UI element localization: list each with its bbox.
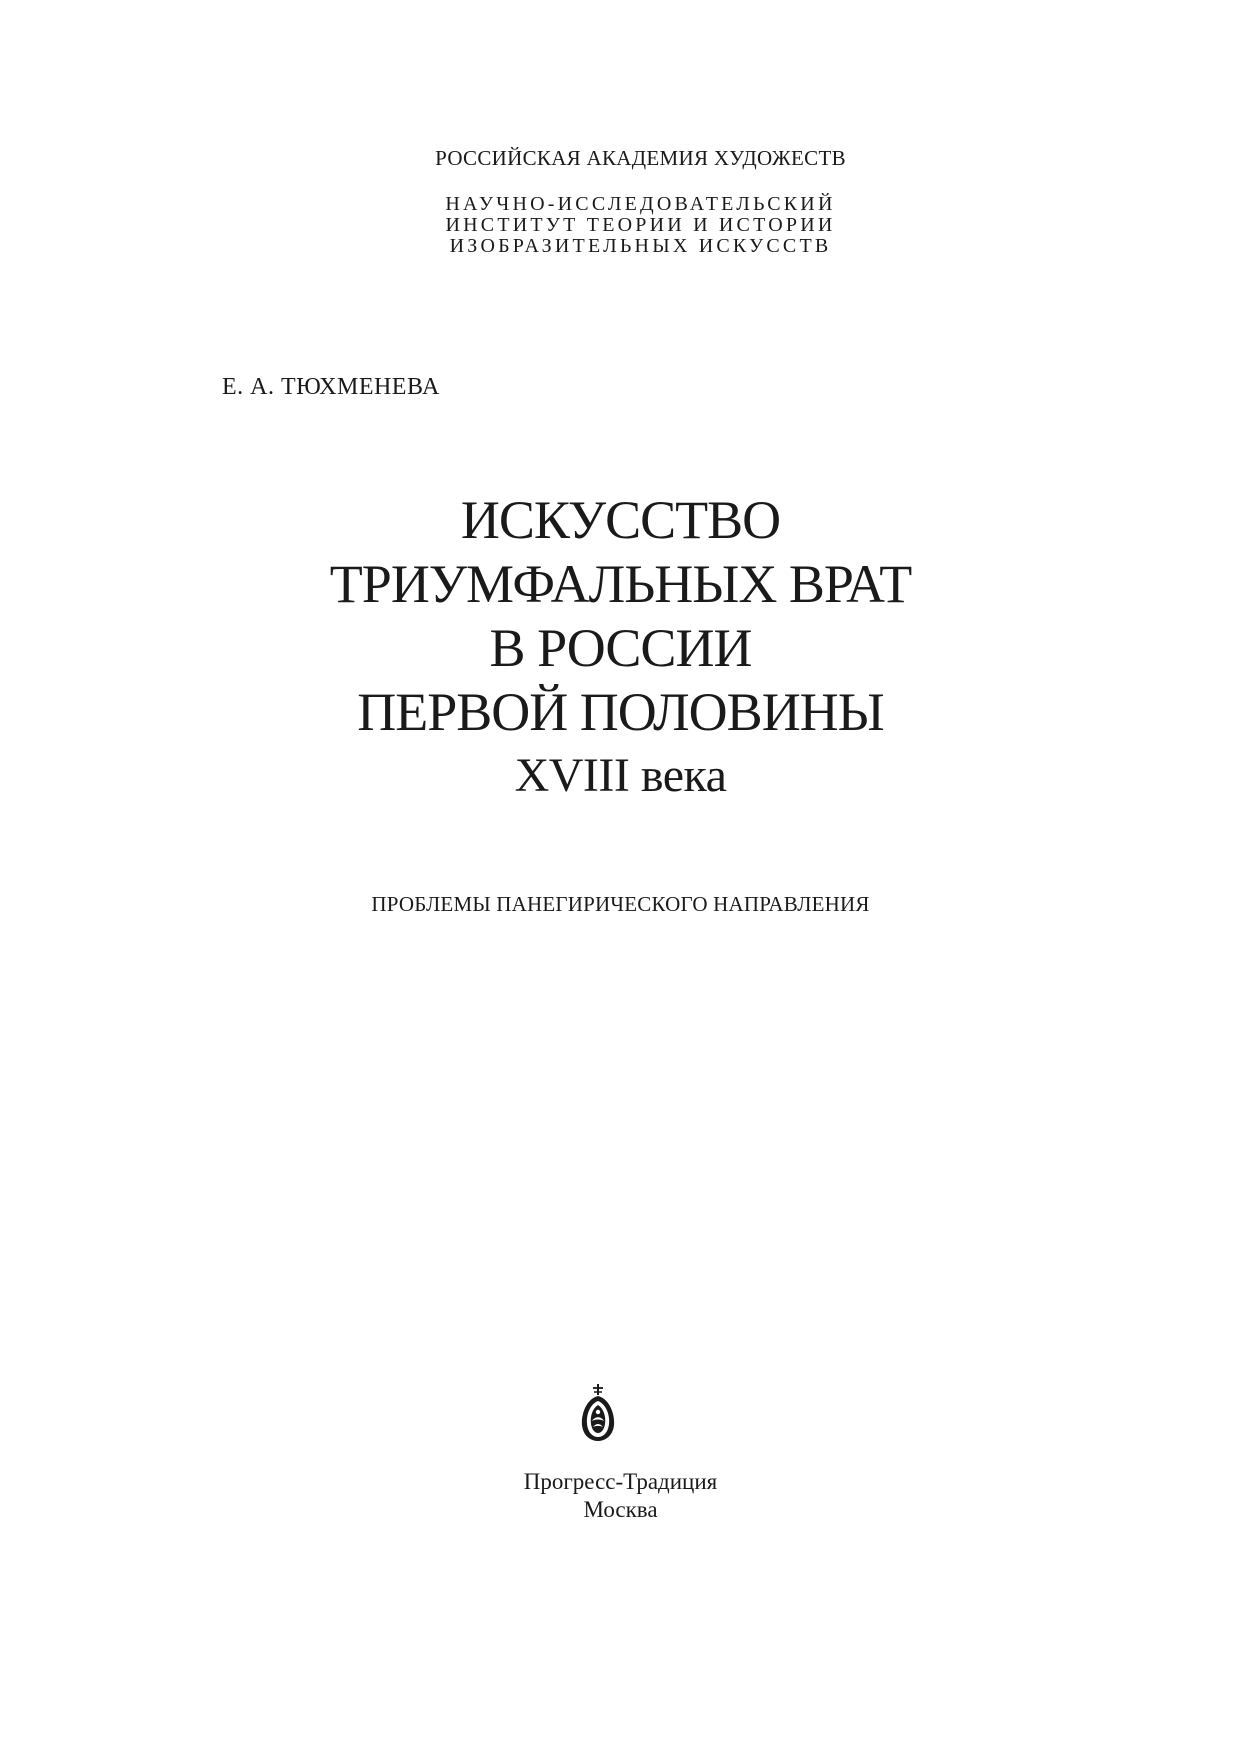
title-line: ТРИУМФАЛЬНЫХ ВРАТ xyxy=(329,554,912,614)
publisher-name: Прогресс-Традиция xyxy=(523,1469,718,1494)
publisher-info xyxy=(0,1468,1241,1524)
publisher-city: Москва xyxy=(583,1497,658,1522)
publisher-emblem-icon xyxy=(578,1383,618,1443)
institute-name xyxy=(20,194,1241,257)
author-name: Е. А. ТЮХМЕНЕВА xyxy=(222,374,440,400)
title-line: ИСКУССТВО xyxy=(460,490,781,550)
title-line: В РОССИИ xyxy=(489,618,752,678)
title-line: ПЕРВОЙ ПОЛОВИНЫ xyxy=(357,682,884,742)
institute-line: НАУЧНО-ИССЛЕДОВАТЕЛЬСКИЙ xyxy=(445,193,836,215)
institute-line: ИНСТИТУТ ТЕОРИИ И ИСТОРИИ xyxy=(445,214,836,236)
book-title xyxy=(0,488,1241,808)
institute-line: ИЗОБРАЗИТЕЛЬНЫХ ИСКУССТВ xyxy=(449,235,832,257)
title-line: XVIII века xyxy=(514,749,727,802)
academy-name: РОССИЙСКАЯ АКАДЕМИЯ ХУДОЖЕСТВ xyxy=(435,146,846,170)
book-subtitle: ПРОБЛЕМЫ ПАНЕГИРИЧЕСКОГО НАПРАВЛЕНИЯ xyxy=(371,892,870,916)
